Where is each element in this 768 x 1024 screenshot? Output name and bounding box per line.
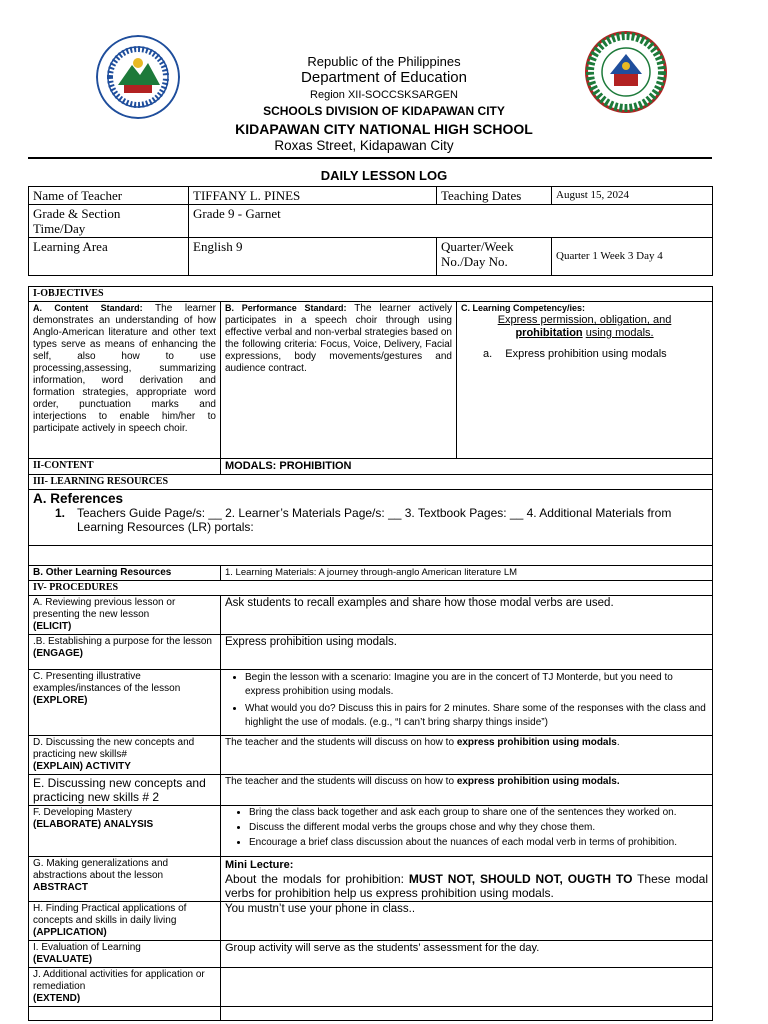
document-title: DAILY LESSON LOG — [320, 168, 448, 183]
procedure-d-label-cell — [29, 736, 221, 775]
performance-standard-text: The learner actively participates in a speech choir through using effective verbal and non-verbal strategies based on the following criteria: Focus, Voice, Delivery, Facial expressions, body movements/gestures and audience contract. — [225, 303, 452, 374]
quarter-value-text: Quarter 1 Week 3 Day 4 — [556, 250, 663, 262]
competency-item — [461, 348, 708, 360]
procedure-a-tag: (ELICIT) — [33, 621, 72, 632]
competency-item-text: Express prohibition using modals — [505, 348, 667, 360]
procedure-d-value-bold: express prohibition using modals — [456, 737, 617, 748]
procedure-h-tag: (APPLICATION) — [33, 927, 107, 938]
learning-competency-cell — [457, 302, 713, 459]
procedure-a-value: Ask students to recall examples and share how those modal verbs are used. — [221, 596, 713, 635]
competency-line-2: prohibitation — [515, 327, 583, 339]
procedure-c-list — [225, 671, 708, 730]
procedure-f-tag: (ELABORATE) ANALYSIS — [33, 819, 154, 830]
procedure-e-label: E. Discussing new concepts and practicing new skills # 2 — [29, 775, 221, 806]
procedure-b-tag: (ENGAGE) — [33, 648, 83, 659]
procedure-d-tag: (EXPLAIN) ACTIVITY — [33, 761, 131, 772]
document-header — [0, 0, 768, 160]
procedure-f-item: • Encourage a brief class discussion about the nuances of each modal verb in terms of prohibition. — [249, 837, 708, 849]
procedure-i-value: Group activity will serve as the students’ assessment for the day. — [221, 941, 713, 968]
area-label: Learning Area — [29, 238, 189, 276]
other-resources-label: B. Other Learning Resources — [29, 566, 221, 581]
competency-line-1: Express permission, obligation, and — [497, 314, 672, 326]
references-cell — [29, 490, 713, 546]
procedure-d-value-prefix: The teacher and the students will discuss on how to — [225, 737, 455, 748]
grade-label: Grade & Section — [33, 206, 121, 221]
closing-row-value — [221, 1007, 713, 1021]
header-department: Department of Education — [301, 69, 467, 86]
procedure-e-value-bold: express prohibition using modals. — [456, 776, 620, 787]
procedure-f-label: F. Developing Mastery — [33, 807, 132, 818]
lesson-log-table — [28, 286, 713, 1021]
grade-value: Grade 9 - Garnet — [189, 205, 713, 238]
references-blank-row — [29, 546, 713, 566]
competency-line-3: using modals. — [585, 327, 654, 339]
learning-competency-label: C. Learning Competency/ies: — [461, 303, 586, 313]
procedure-g-value — [221, 857, 713, 902]
procedure-h-value: You mustn’t use your phone in class.. — [221, 902, 713, 941]
procedure-e-value-prefix: The teacher and the students will discuss on how to — [225, 776, 455, 787]
procedure-f-item: • Discuss the different modal verbs the groups chose and why they chose them. — [249, 822, 708, 834]
header-republic: Republic of the Philippines — [307, 54, 461, 69]
other-resources-value: 1. Learning Materials: A journey through-anglo American literature LM — [221, 566, 713, 581]
procedure-g-tag: ABSTRACT — [33, 882, 88, 893]
procedure-c-label: C. Presenting illustrative examples/instances of the lesson — [33, 671, 181, 694]
procedure-f-label-cell — [29, 806, 221, 857]
procedure-f-value — [221, 806, 713, 857]
procedure-c-item: • What would you do? Discuss this in pairs for 2 minutes. Share some of the responses with the class and highlight the use of modals. (e.g., “I can’t bring sharpy things inside”) — [245, 702, 708, 730]
header-division: SCHOOLS DIVISION OF KIDAPAWAN CITY — [263, 104, 505, 118]
procedure-f-item: • Bring the class back together and ask each group to share one of the sentences they worked on. — [249, 807, 708, 819]
procedure-h-label-cell — [29, 902, 221, 941]
content-standard-label: A. Content Standard: — [33, 303, 143, 313]
procedure-i-label-cell — [29, 941, 221, 968]
procedure-e-value — [221, 775, 713, 806]
header-divider — [28, 157, 712, 159]
procedure-c-value — [221, 670, 713, 736]
content-heading: II-CONTENT — [29, 459, 221, 475]
references-label: A. References — [33, 491, 124, 506]
header-address: Roxas Street, Kidapawan City — [274, 138, 454, 153]
procedure-b-label-cell — [29, 635, 221, 670]
teacher-label: Name of Teacher — [29, 187, 189, 205]
procedure-a-label: A. Reviewing previous lesson or presenting the new lesson — [33, 597, 176, 620]
learning-competency-statement — [461, 314, 708, 340]
procedure-d-label: D. Discussing the new concepts and practicing new skills# — [33, 737, 195, 760]
procedure-g-label-cell — [29, 857, 221, 902]
procedure-g-text-suffix: These modal verbs for prohibition help us express prohibition using modals. — [225, 872, 709, 900]
content-value: MODALS: PROHIBITION — [221, 459, 713, 475]
procedure-a-label-cell — [29, 596, 221, 635]
references-item — [33, 506, 708, 534]
performance-standard-label: B. Performance Standard: — [225, 303, 347, 313]
procedure-c-tag: (EXPLORE) — [33, 695, 88, 706]
procedure-c-label-cell — [29, 670, 221, 736]
content-standard-text: The learner demonstrates an understanding of how Anglo-American literature and other text types serve as means of enhancing the self, also how to use processing,assessing, summarizing information, word derivation and formation strategies, appropriate word order, punctuation marks and interjections to enable him/her to participate actively in speech choir. — [33, 303, 216, 434]
procedure-i-tag: (EVALUATE) — [33, 954, 93, 965]
content-standard-cell — [29, 302, 221, 459]
grade-label-cell — [29, 205, 189, 238]
procedure-j-label-cell — [29, 968, 221, 1007]
timeday-label: Time/Day — [33, 221, 86, 236]
quarter-label: Quarter/Week No./Day No. — [437, 238, 552, 276]
procedure-d-value — [221, 736, 713, 775]
mini-lecture-label: Mini Lecture: — [225, 859, 294, 871]
competency-item-marker: a. — [483, 348, 493, 360]
procedure-g-text-bold: MUST NOT, SHOULD NOT, OUGTH TO — [408, 872, 633, 886]
quarter-value — [552, 238, 713, 276]
closing-row-label — [29, 1007, 221, 1021]
objectives-heading: I-OBJECTIVES — [29, 287, 713, 302]
procedure-j-value — [221, 968, 713, 1007]
procedure-g-label: G. Making generalizations and abstractions about the lesson — [33, 858, 169, 881]
procedure-b-value: Express prohibition using modals. — [221, 635, 713, 670]
header-school: KIDAPAWAN CITY NATIONAL HIGH SCHOOL — [235, 121, 533, 137]
procedure-j-tag: (EXTEND) — [33, 993, 81, 1004]
procedure-g-text-prefix: About the modals for prohibition: — [225, 872, 404, 886]
procedure-d-value-suffix: . — [616, 737, 620, 748]
procedure-c-item: • Begin the lesson with a scenario: Imagine you are in the concert of TJ Monterde, but you need to express prohibition using modals. — [245, 671, 708, 699]
area-value: English 9 — [189, 238, 437, 276]
procedures-heading: IV- PROCEDURES — [29, 581, 713, 596]
procedure-i-label: I. Evaluation of Learning — [33, 942, 141, 953]
procedure-f-list — [225, 807, 708, 849]
resources-heading: III- LEARNING RESOURCES — [29, 475, 713, 490]
references-item-number: 1. — [55, 506, 66, 520]
procedure-h-label: H. Finding Practical applications of concepts and skills in daily living — [33, 903, 187, 926]
header-region: Region XII-SOCCSKSARGEN — [310, 89, 458, 101]
teacher-value: TIFFANY L. PINES — [189, 187, 437, 205]
procedure-b-label: .B. Establishing a purpose for the lesson — [33, 636, 212, 647]
performance-standard-cell — [221, 302, 457, 459]
dates-label: Teaching Dates — [437, 187, 552, 205]
procedure-j-label: J. Additional activities for application or remediation — [33, 969, 205, 992]
dates-value: August 15, 2024 — [552, 187, 713, 205]
references-item-text: Teachers Guide Page/s: __ 2. Learner’s Materials Page/s: __ 3. Textbook Pages: __ 4. Additional Materials from Learning Resources (LR) portals: — [77, 506, 672, 534]
teacher-info-table — [28, 186, 713, 276]
